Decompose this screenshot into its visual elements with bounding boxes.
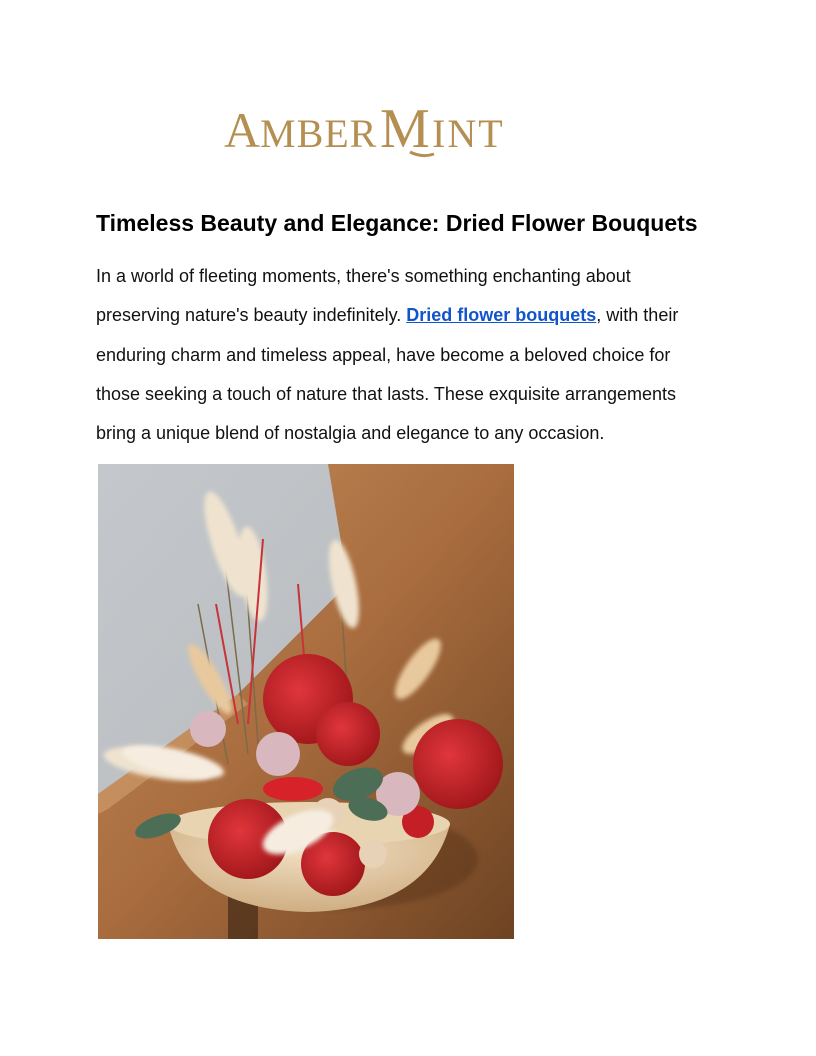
article-intro	[96, 257, 716, 453]
bouquet-photo	[98, 464, 514, 939]
intro-text-start: In a world of fleeting moments, there's something enchanting about preserving nature's beauty indefinitely.	[96, 266, 631, 326]
intro-text-end: , with their enduring charm and timeless appeal, have become a beloved choice for those seeking a touch of nature that lasts. These exquisite arrangements bring a unique blend of nostalgia and elegance to any occasion.	[96, 305, 679, 444]
ambermint-logo	[224, 94, 534, 160]
dried-flower-bouquets-link[interactable]: Dried flower bouquets	[406, 305, 597, 326]
svg-text:MBER: MBER	[260, 111, 378, 156]
article-title: Timeless Beauty and Elegance: Dried Flower Bouquets	[96, 210, 698, 236]
svg-text:INT: INT	[432, 111, 505, 156]
svg-text:A: A	[224, 102, 261, 158]
svg-text:M: M	[380, 98, 430, 160]
